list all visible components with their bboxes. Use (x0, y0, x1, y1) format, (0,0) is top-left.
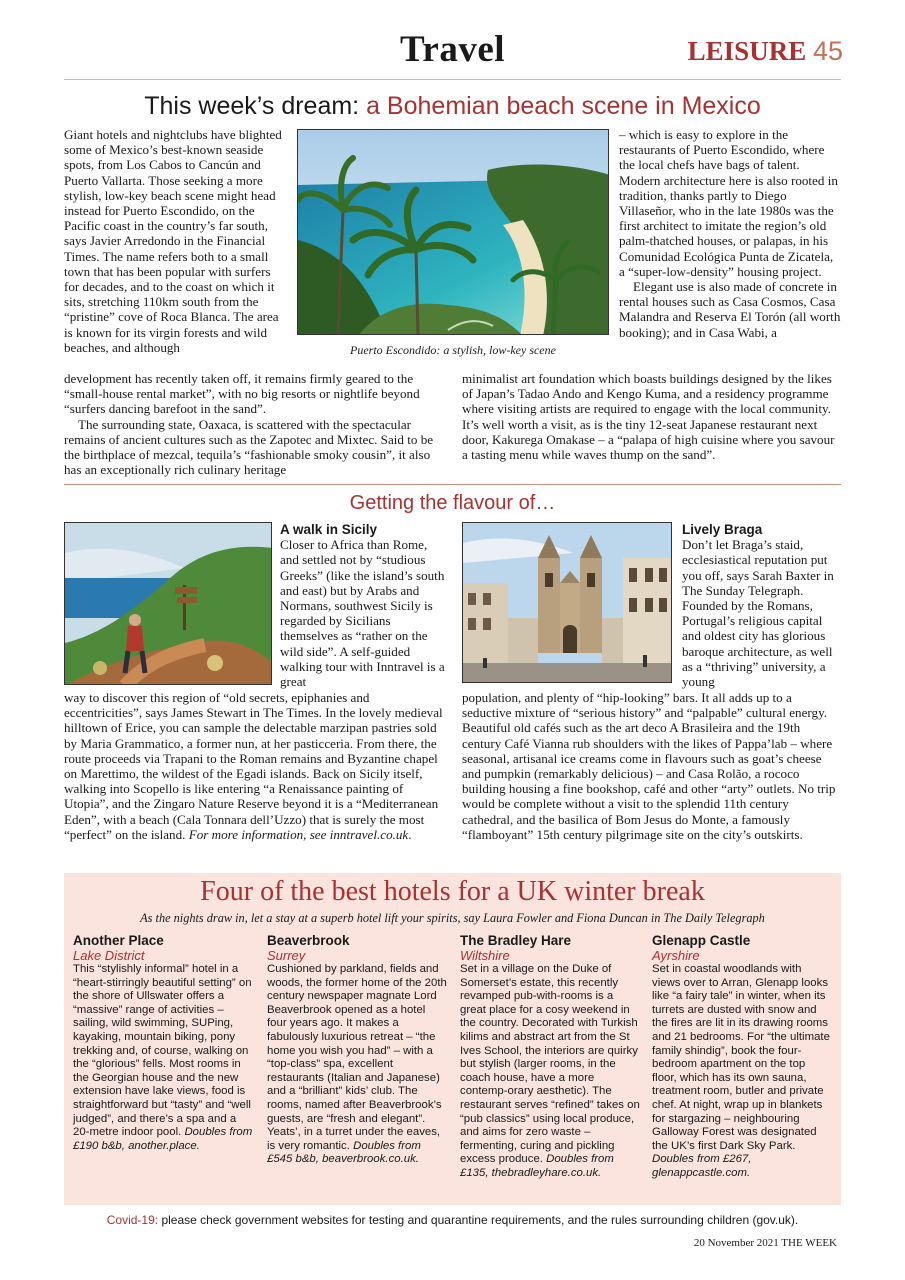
sicily-below-text (64, 690, 448, 842)
hotel-location: Lake District (73, 948, 145, 963)
hotel-description (73, 963, 253, 1153)
hotel-name: The Bradley Hare (460, 933, 572, 948)
flavour-heading: Getting the flavour of… (349, 492, 556, 514)
hotel-description (460, 963, 640, 1181)
hotel-card (73, 933, 253, 1153)
covid-note (0, 1213, 905, 1227)
section-title: Travel (399, 29, 506, 70)
hotel-name: Glenapp Castle (652, 933, 751, 948)
braga-below-text (462, 690, 841, 842)
col1-text: Giant hotels and nightclubs have blighted some of Mexico’s best-known seaside spots, from Los Cabos to Cancún and Puerto Vallarta. Those seeking a more stylish, low-key beach scene might head instead for Puerto Escondido, on the Pacific coast in the country’s far south, says Javier Arredondo in the Financial Times. The name refers both to a small town that has been popular with surfers for decades, and to the coast on which it sits, stretching 110km south from the “pristine” cove of Roca Blanca. The area is known for its virgin forests and wild beaches, and although (64, 127, 282, 355)
hotel-description (652, 963, 832, 1181)
col3-text-1: – which is easy to explore in the restaurants of Puerto Escondido, where the local chefs have bags of talent. Modern architecture here is also rooted in tradition, thanks partly to Diego Villaseñor, who in the late 1980s was the first architect to imitate the region’s old palm-thatched houses, or palapas, in his Comunidad Ecológica Punta de Zicatela, a “super-low-density” housing project. (619, 127, 838, 279)
hotels-title: Four of the best hotels for a UK winter break (200, 876, 705, 907)
hotel-card (267, 933, 447, 1167)
page-footer: 20 November 2021 THE WEEK (693, 1237, 837, 1249)
page-number: 45 (812, 36, 843, 66)
hotel-price: Doubles from £545 b&b, beaverbrook.co.uk. (267, 1139, 421, 1166)
main-story-bottom-left (64, 371, 448, 477)
sicily-headline: A walk in Sicily (280, 522, 378, 537)
sicily-photo (64, 522, 272, 685)
braga-headline: Lively Braga (682, 522, 763, 537)
section-divider (64, 484, 841, 485)
hotel-description (267, 963, 447, 1167)
sicily-illustration (65, 523, 272, 685)
photo-caption: Puerto Escondido: a stylish, low-key scene (350, 343, 556, 357)
covid-label: Covid-19: (106, 1213, 159, 1227)
braga-beside-para: Don’t let Braga’s staid, ecclesiastical reputation put you off, says Sarah Baxter in The Sunday Telegraph. Founded by the Romans, Portugal’s religious capital and oldest city has glorious baroque architecture, as well as a “thriving” university, a young (682, 537, 834, 690)
sicily-body: way to discover this region of “old secrets, epiphanies and eccentricities”, says James Stewart in The Times. In the lovely medieval hilltown of Erice, you can sample the delectable marzipan pastries sold by Maria Grammatico, a former nun, at her pasticceria. From there, the route proceeds via Trapani to the Roman remains and Byzantine chapel on Marettimo, the wildest of the Egadi islands. Back on Sicily itself, walking into Scopello is like entering “a Renaissance painting of Utopia”, and the Zingaro Nature Reserve beyond it is a “Mediterranean Eden”, with a beach (Cala Tonnara dell’Uzzo) that is surely the most “perfect” on the island. (64, 690, 443, 842)
main-story-col3 (619, 127, 841, 340)
braga-below-para: population, and plenty of “hip-looking” bars. It all adds up to a seductive mixture of “serious history” and “palpable” cultural energy. Beautiful old cafés such as the art deco A Brasileira and the 19th century Café Vianna rub shoulders with the likes of Pappa’lab – where seasonal, artisanal ice creams come in flavours such as goat’s cheese and pumpkin (remarkably delicious) – and Casa Rolão, a rococo building housing a fine bookshop, café and other “arty” outlets. No trip would be complete without a visit to the splendid 11th century cathedral, and the basilica of Bom Jesus do Monte, a famously “flamboyant” 15th century pilgrimage site on the city’s outskirts. (462, 690, 836, 842)
main-story-title (0, 92, 905, 121)
hotel-price: Doubles from £190 b&b, another.place. (73, 1126, 253, 1152)
hotel-location: Surrey (267, 948, 306, 963)
covid-text: please check government websites for testing and quarantine requirements, and the rules surrounding children (gov.uk). (161, 1213, 799, 1227)
main-story-col1 (64, 127, 288, 355)
title-accent: a Bohemian beach scene in Mexico (366, 92, 761, 120)
bottom-right-para: minimalist art foundation which boasts buildings designed by the likes of Japan’s Tadao Ando and Kengo Kuma, and a residency programme where visiting artists are required to engage with the local community. It’s well worth a visit, as is the tiny 12-seat Japanese restaurant next door, Kakurega Omakase – a “palapa of high cuisine where you savour a tasting menu while waves thump on the sand”. (462, 371, 835, 463)
sicily-more-info: For more information, see inntravel.co.uk (188, 826, 409, 842)
hotel-card (460, 933, 640, 1181)
page-category (688, 36, 843, 67)
col3-text-2: Elegant use is also made of concrete in rental houses such as Casa Cosmos, Casa Malandra and Reserva El Torón (all worth booking); and in Casa Wabi, a (619, 279, 841, 340)
sicily-beside-text (280, 522, 448, 689)
braga-beside-text (682, 522, 841, 689)
braga-illustration (463, 523, 672, 683)
hotel-price: Doubles from £267, glenappcastle.com. (652, 1153, 752, 1179)
bottom-left-para-1: development has recently taken off, it remains firmly geared to the “small-house rental market”, with no big resorts or nightlife beyond “surfers dancing barefoot in the sand”. (64, 371, 420, 417)
hotels-intro: As the nights draw in, let a stay at a superb hotel lift your spirits, say Laura Fowler and Fiona Duncan in The Daily Telegraph (140, 911, 765, 925)
category-label: LEISURE (687, 36, 807, 66)
hotel-name: Beaverbrook (267, 933, 350, 948)
braga-photo (462, 522, 672, 683)
hotel-card (652, 933, 832, 1181)
hotel-text: Set in a village on the Duke of Somerset’s estate, this recently revamped pub-with-rooms is a great place for a cosy weekend in the country. Decorated with Turkish kilims and abstract art from the St Ives School, the interiors are quirky but stylish (larger rooms, in the coach house, have a more contemp-orary aesthetic). The restaurant serves “refined” takes on “pub classics” using local produce, and aims for zero waste – fermenting, curing and pickling excess produce. (460, 963, 640, 1166)
puerto-escondido-photo (297, 129, 609, 335)
sicily-beside-para: Closer to Africa than Rome, and settled not by “studious Greeks” (like the island’s south and east) but by Arabs and Normans, southwest Sicily is regarded by Sicilians themselves as “rather on the wild side”. A self-guided walking tour with Inntravel is a great (280, 537, 445, 690)
hotel-text: Set in coastal woodlands with views over to Arran, Glenapp looks like “a fairy tale” in winter, when its turrets are dusted with snow and the fires are lit in its drawing rooms and 21 bedrooms. For “the ultimate family shindig”, book the four-bedroom apartment on the top floor, which has its own sauna, treatment room, butler and private chef. At night, wrap up in blankets for stargazing – neighbouring Galloway Forest was designated the UK’s first Dark Sky Park. (652, 963, 830, 1152)
bottom-left-para-2: The surrounding state, Oaxaca, is scattered with the spectacular remains of ancient cultures such as the Zapotec and Mixtec. Said to be the birthplace of mezcal, tequila’s “fashionable smoky cousin”, it also has an exceptionally rich culinary heritage (64, 416, 434, 478)
hotel-price: Doubles from £135, thebradleyhare.co.uk. (460, 1153, 614, 1179)
sicily-period: . (408, 826, 412, 842)
hotel-text: Cushioned by parkland, fields and woods, the former home of the 20th century newspaper magnate Lord Beaverbrook opened as a hotel four years ago. It makes a fabulously luxurious retreat – “the home you wish you had” – with a “top-class” spa, excellent restaurants (Italian and Japanese) and a “brilliant” kids’ club. The rooms, named after Beaverbrook’s guests, are “fresh and elegant”. Yeats’, in a turret under the eaves, is very romantic. (267, 963, 447, 1152)
title-plain: This week’s dream: (144, 92, 367, 120)
hotel-location: Wiltshire (460, 948, 510, 963)
main-story-bottom-right (462, 371, 841, 462)
sicily-below-para (64, 690, 448, 842)
hotel-name: Another Place (73, 933, 164, 948)
hotel-text: This “stylishly informal” hotel in a “heart-stirringly beautiful setting” on the shore of Ullswater offers a “massive” range of activities – sailing, wild swimming, SUPing, kayaking, mountain biking, pony trekking and, of course, walking on the “glorious” fells. Most rooms in the Georgian house and the new extension have lake views, food is straightforward but “tasty” and “well judged”, and there’s a spa and a 20-metre indoor pool. (73, 963, 252, 1139)
beach-illustration (298, 130, 609, 335)
header-divider (64, 79, 841, 80)
hotel-location: Ayrshire (652, 948, 700, 963)
